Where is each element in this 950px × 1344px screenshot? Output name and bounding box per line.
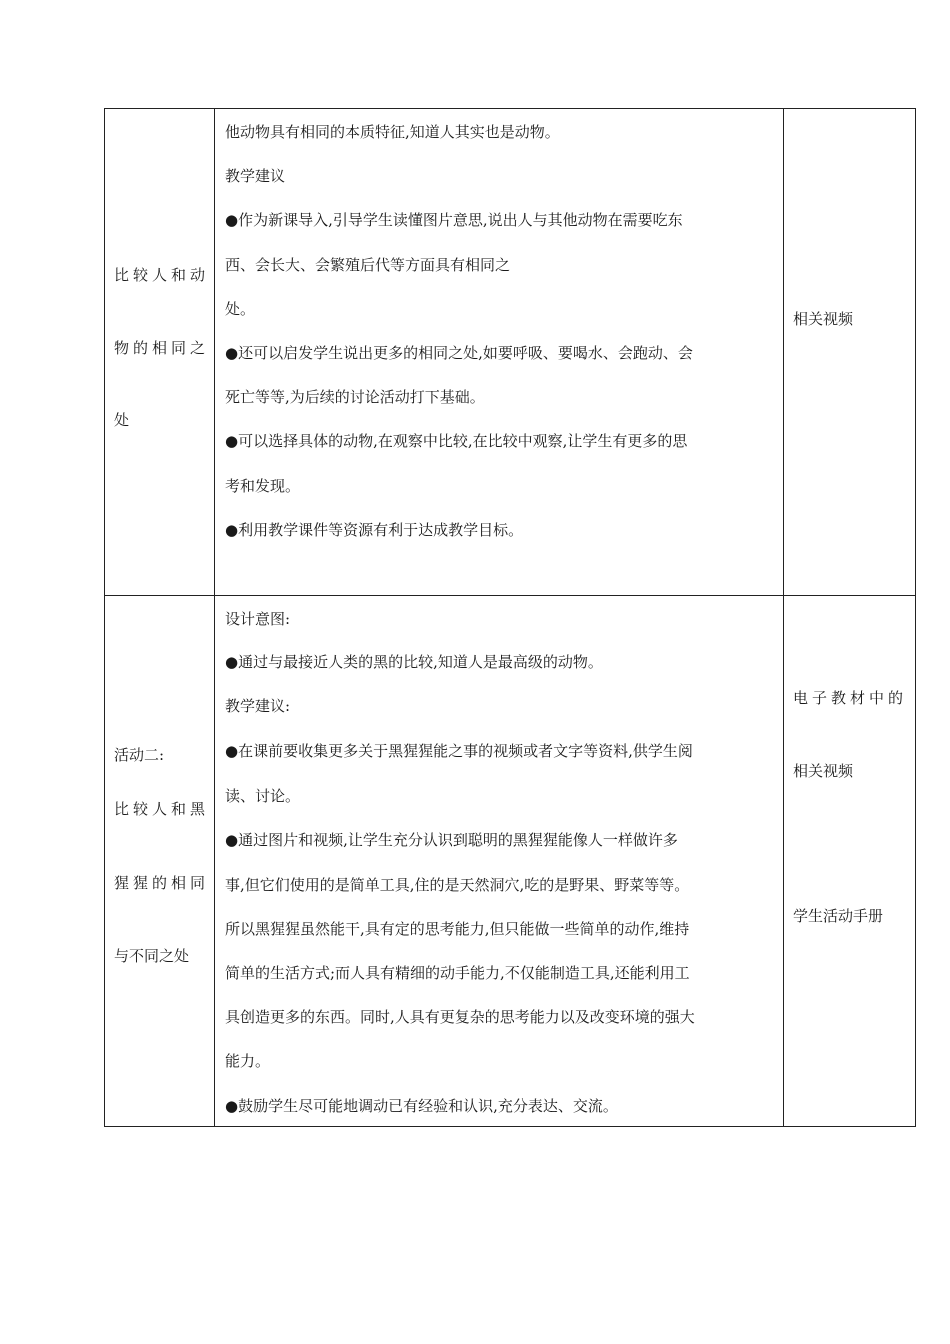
cell-text: 与不同之处: [114, 947, 190, 965]
cell-text: 比较人和黑: [114, 800, 210, 818]
table-row: [105, 596, 916, 1127]
cell-text: 读、讨论。: [225, 787, 301, 805]
cell-text: 简单的生活方式;而人具有精细的动手能力,不仅能制造工具,还能利用工: [225, 964, 690, 982]
cell-text: 比较人和动: [114, 266, 210, 284]
cell-text: 他动物具有相同的本质特征,知道人其实也是动物。: [225, 123, 560, 141]
cell-text: 设计意图:: [225, 610, 291, 628]
cell-text: 猩猩的相同: [114, 874, 210, 892]
cell-text: 处。: [225, 300, 256, 318]
cell-text: 处: [114, 411, 130, 429]
resources-cell: [784, 109, 916, 596]
cell-text: 具创造更多的东西。同时,人具有更复杂的思考能力以及改变环境的强大: [225, 1008, 695, 1026]
cell-text: 考和发现。: [225, 477, 301, 495]
cell-text: ●作为新课导入,引导学生读懂图片意思,说出人与其他动物在需要吃东: [225, 211, 683, 229]
lesson-table: [104, 108, 916, 1127]
cell-text: 相关视频: [793, 310, 854, 328]
cell-text: 活动二:: [114, 746, 165, 764]
cell-text: 相关视频: [793, 762, 854, 780]
cell-text: 所以黑猩猩虽然能干,具有定的思考能力,但只能做一些简单的动作,维持: [225, 920, 690, 938]
cell-text: ●还可以启发学生说出更多的相同之处,如要呼吸、要喝水、会跑动、会: [225, 344, 693, 362]
cell-text: ●在课前要收集更多关于黑猩猩能之事的视频或者文字等资料,供学生阅: [225, 742, 693, 760]
activity-name-cell: [105, 109, 215, 596]
activity-name-cell: [105, 596, 215, 1127]
teaching-content-cell: [215, 596, 784, 1127]
cell-text: 教学建议:: [225, 697, 291, 715]
cell-text: 西、会长大、会繁殖后代等方面具有相同之: [225, 256, 511, 274]
cell-text: ●鼓励学生尽可能地调动已有经验和认识,充分表达、交流。: [225, 1097, 618, 1115]
cell-text: 学生活动手册: [793, 907, 884, 925]
cell-text: 事,但它们使用的是简单工具,住的是天然洞穴,吃的是野果、野菜等等。: [225, 876, 690, 894]
cell-text: 电子教材中的: [793, 689, 908, 707]
cell-text: 物的相同之: [114, 339, 210, 357]
cell-text: ●通过图片和视频,让学生充分认识到聪明的黑猩猩能像人一样做许多: [225, 831, 678, 849]
table-row: [105, 109, 916, 596]
cell-text: ●可以选择具体的动物,在观察中比较,在比较中观察,让学生有更多的思: [225, 432, 688, 450]
resources-cell: [784, 596, 916, 1127]
cell-text: ●利用教学课件等资源有利于达成教学目标。: [225, 521, 524, 539]
cell-text: 死亡等等,为后续的讨论活动打下基础。: [225, 388, 485, 406]
cell-text: 教学建议: [225, 167, 286, 185]
teaching-content-cell: [215, 109, 784, 596]
cell-text: ●通过与最接近人类的黑的比较,知道人是最高级的动物。: [225, 653, 603, 671]
cell-text: 能力。: [225, 1052, 271, 1070]
